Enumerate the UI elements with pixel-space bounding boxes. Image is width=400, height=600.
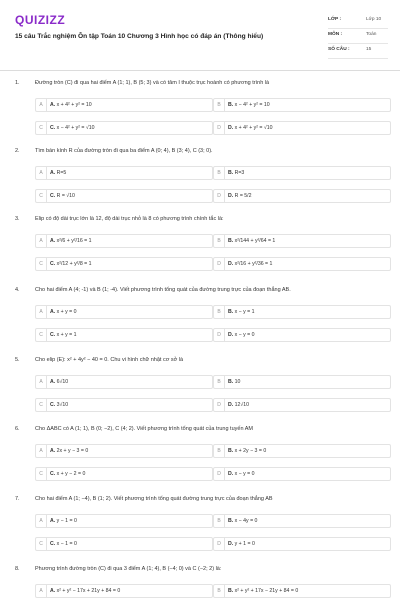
option-body: x − 4² + y² = √10 — [56, 125, 95, 131]
option-text — [228, 258, 272, 270]
option-body: y − 1 = 0 — [56, 518, 77, 524]
option-text — [228, 468, 255, 480]
option-body: x + 4² + y² = √10 — [234, 125, 273, 131]
option-body: 6√10 — [56, 379, 69, 385]
option-text — [50, 258, 92, 270]
option-body: 3√10 — [56, 402, 69, 408]
page-title: 15 câu Trắc nghiệm Ôn tập Toán 10 Chương 3 Hình học có đáp án (Thông hiểu) — [15, 33, 264, 40]
answer-option-d[interactable] — [213, 189, 391, 203]
option-prefix: C. — [50, 261, 56, 267]
meta-row-subject — [328, 29, 388, 44]
option-prefix: B. — [228, 309, 234, 315]
answer-option-c[interactable] — [35, 467, 213, 481]
question-number: 5. — [15, 357, 20, 363]
option-prefix: C. — [50, 193, 56, 199]
question-number: 8. — [15, 566, 20, 572]
header-divider — [0, 70, 400, 71]
answer-option-c[interactable] — [35, 257, 213, 271]
meta-row-class — [328, 14, 388, 29]
option-prefix: D. — [228, 332, 234, 338]
option-text — [50, 99, 92, 111]
option-body: 10 — [234, 379, 241, 385]
option-body: x² + y² − 17x + 21y + 84 = 0 — [56, 588, 121, 594]
answer-option-b[interactable] — [213, 375, 391, 389]
option-body: x − 1 = 0 — [56, 541, 77, 547]
option-letter-box: D — [214, 122, 225, 134]
option-body: R=3 — [234, 170, 245, 176]
option-prefix: B. — [228, 170, 234, 176]
option-text — [228, 329, 255, 341]
option-body: x − 4y = 0 — [234, 518, 258, 524]
option-text — [228, 445, 266, 457]
option-prefix: C. — [50, 541, 56, 547]
option-body: x + y − 2 = 0 — [56, 471, 86, 477]
option-prefix: C. — [50, 125, 56, 131]
option-prefix: A. — [50, 588, 56, 594]
option-text — [50, 399, 68, 411]
answer-option-b[interactable] — [213, 234, 391, 248]
option-text — [50, 515, 77, 527]
option-prefix: B. — [228, 518, 234, 524]
answer-option-c[interactable] — [35, 189, 213, 203]
answer-option-b[interactable] — [213, 166, 391, 180]
option-prefix: A. — [50, 518, 56, 524]
option-letter-box: B — [214, 445, 225, 457]
question-text: Phương trình đường tròn (C) đi qua 3 điểm A (1; 4), B (−4; 0) và C (−2; 2) là: — [35, 566, 222, 572]
option-body: R = 5/2 — [234, 193, 252, 199]
option-letter-box: B — [214, 585, 225, 597]
option-prefix: D. — [228, 541, 234, 547]
option-letter-box: A — [36, 445, 47, 457]
option-prefix: A. — [50, 448, 56, 454]
question-text: Đường tròn (C) đi qua hai điểm A (1; 1), B (5; 3) và có tâm I thuộc trục hoành có phương trình là — [35, 80, 270, 86]
option-body: x + 2y − 3 = 0 — [234, 448, 267, 454]
meta-key: LỚP : — [328, 17, 342, 22]
option-letter-box: A — [36, 235, 47, 247]
option-text — [50, 306, 77, 318]
question-text: Cho hai điểm A (1; −4), B (1; 2). Viết phương trình tổng quát đường trung trực của đoạn thẳng AB — [35, 496, 273, 502]
option-text — [50, 468, 85, 480]
option-letter-box: D — [214, 468, 225, 480]
option-prefix: C. — [50, 402, 56, 408]
answer-option-a[interactable] — [35, 444, 213, 458]
option-letter-box: D — [214, 329, 225, 341]
option-text — [50, 122, 95, 134]
option-body: x²/144 + y²/64 = 1 — [234, 238, 276, 244]
option-prefix: A. — [50, 379, 56, 385]
option-text — [228, 585, 298, 597]
option-letter-box: C — [36, 468, 47, 480]
option-text — [50, 538, 77, 550]
option-prefix: B. — [228, 448, 234, 454]
meta-value: Lớp 10 — [366, 17, 382, 22]
option-prefix: C. — [50, 471, 56, 477]
option-prefix: A. — [50, 102, 56, 108]
option-body: x + y = 1 — [56, 332, 77, 338]
option-body: x + y = 0 — [56, 309, 77, 315]
option-text — [228, 376, 240, 388]
meta-row-count — [328, 44, 388, 59]
page-header — [0, 0, 400, 62]
meta-value: 15 — [366, 47, 372, 52]
option-body: x²/12 + y²/8 = 1 — [56, 261, 92, 267]
option-text — [228, 399, 249, 411]
answer-option-c[interactable] — [35, 398, 213, 412]
question-text: Tìm bán kính R của đường tròn đi qua ba điểm A (0; 4), B (3; 4), C (3; 0). — [35, 148, 213, 154]
option-letter-box: C — [36, 190, 47, 202]
option-prefix: C. — [50, 332, 56, 338]
option-body: R=5 — [56, 170, 67, 176]
option-prefix: B. — [228, 379, 234, 385]
option-letter-box: A — [36, 167, 47, 179]
option-text — [228, 122, 273, 134]
option-letter-box: B — [214, 515, 225, 527]
option-letter-box: D — [214, 190, 225, 202]
option-prefix: B. — [228, 238, 234, 244]
question-text: Elip có độ dài trục lớn là 12, độ dài trục nhỏ là 8 có phương trình chính tắc là: — [35, 216, 224, 222]
option-text — [228, 306, 255, 318]
option-body: x² + y² + 17x − 21y + 84 = 0 — [234, 588, 299, 594]
option-body: x − y = 0 — [234, 332, 255, 338]
option-letter-box: C — [36, 122, 47, 134]
answer-option-a[interactable] — [35, 514, 213, 528]
option-letter-box: A — [36, 99, 47, 111]
question-number: 1. — [15, 80, 20, 86]
question-text: Cho elip (E): x² + 4y² − 40 = 0. Chu vi hình chữ nhật cơ sở là — [35, 357, 184, 363]
answer-option-d[interactable] — [213, 328, 391, 342]
answer-option-b[interactable] — [213, 305, 391, 319]
answer-option-a[interactable] — [35, 305, 213, 319]
option-body: x − 4² + y² = 10 — [234, 102, 270, 108]
option-body: x − y = 0 — [234, 471, 255, 477]
option-letter-box: C — [36, 258, 47, 270]
option-body: 12√10 — [234, 402, 250, 408]
option-text — [50, 329, 77, 341]
answer-option-b[interactable] — [213, 98, 391, 112]
answer-option-d[interactable] — [213, 398, 391, 412]
answer-option-d[interactable] — [213, 257, 391, 271]
quizizz-logo: QUIZIZZ — [15, 13, 66, 27]
answer-option-b[interactable] — [213, 584, 391, 598]
option-text — [50, 445, 88, 457]
option-letter-box: A — [36, 376, 47, 388]
answer-option-c[interactable] — [35, 328, 213, 342]
option-letter-box: B — [214, 376, 225, 388]
option-text — [50, 235, 92, 247]
meta-value: Toán — [366, 32, 377, 37]
question-number: 7. — [15, 496, 20, 502]
option-body: 2x + y − 3 = 0 — [56, 448, 89, 454]
option-letter-box: A — [36, 306, 47, 318]
option-letter-box: B — [214, 167, 225, 179]
option-body: y + 1 = 0 — [234, 541, 255, 547]
answer-option-a[interactable] — [35, 166, 213, 180]
option-letter-box: C — [36, 399, 47, 411]
option-letter-box: A — [36, 515, 47, 527]
option-text — [50, 167, 66, 179]
question-number: 2. — [15, 148, 20, 154]
answer-option-a[interactable] — [35, 234, 213, 248]
option-text — [228, 515, 257, 527]
answer-option-b[interactable] — [213, 514, 391, 528]
answer-option-a[interactable] — [35, 584, 213, 598]
answer-option-b[interactable] — [213, 444, 391, 458]
option-text — [50, 190, 75, 202]
answer-option-d[interactable] — [213, 121, 391, 135]
option-prefix: A. — [50, 309, 56, 315]
option-letter-box: D — [214, 538, 225, 550]
option-prefix: D. — [228, 261, 234, 267]
option-letter-box: C — [36, 329, 47, 341]
option-body: x²/6 + y²/16 = 1 — [56, 238, 92, 244]
option-body: x − y = 1 — [234, 309, 255, 315]
answer-option-a[interactable] — [35, 98, 213, 112]
option-prefix: A. — [50, 238, 56, 244]
option-text — [50, 585, 120, 597]
option-text — [228, 167, 244, 179]
option-body: x + 4² + y² = 10 — [56, 102, 92, 108]
option-prefix: B. — [228, 588, 234, 594]
option-prefix: A. — [50, 170, 56, 176]
option-letter-box: C — [36, 538, 47, 550]
answer-option-c[interactable] — [35, 121, 213, 135]
option-text — [50, 376, 68, 388]
answer-option-c[interactable] — [35, 537, 213, 551]
meta-key: MÔN : — [328, 32, 343, 37]
question-number: 6. — [15, 426, 20, 432]
option-prefix: D. — [228, 193, 234, 199]
option-letter-box: D — [214, 399, 225, 411]
option-text — [228, 190, 252, 202]
question-number: 4. — [15, 287, 20, 293]
answer-option-d[interactable] — [213, 537, 391, 551]
question-text: Cho hai điểm A (4; -1) và B (1; -4). Viết phương trình tổng quát của đường trung trực của đoạn thẳng AB. — [35, 287, 291, 293]
option-letter-box: A — [36, 585, 47, 597]
meta-panel — [328, 14, 388, 59]
answer-option-d[interactable] — [213, 467, 391, 481]
option-body: x²/16 + y²/36 = 1 — [234, 261, 273, 267]
option-text — [228, 99, 270, 111]
meta-key: SỐ CÂU : — [328, 47, 350, 52]
option-text — [228, 235, 275, 247]
option-text — [228, 538, 255, 550]
option-body: R = √10 — [56, 193, 75, 199]
option-prefix: D. — [228, 402, 234, 408]
question-text: Cho ΔABC có A (1; 1), B (0; −2), C (4; 2). Viết phương trình tổng quát của trung tuyến AM — [35, 426, 253, 432]
option-letter-box: D — [214, 258, 225, 270]
option-letter-box: B — [214, 235, 225, 247]
option-letter-box: B — [214, 99, 225, 111]
option-prefix: D. — [228, 125, 234, 131]
answer-option-a[interactable] — [35, 375, 213, 389]
question-number: 3. — [15, 216, 20, 222]
option-letter-box: B — [214, 306, 225, 318]
option-prefix: B. — [228, 102, 234, 108]
option-prefix: D. — [228, 471, 234, 477]
